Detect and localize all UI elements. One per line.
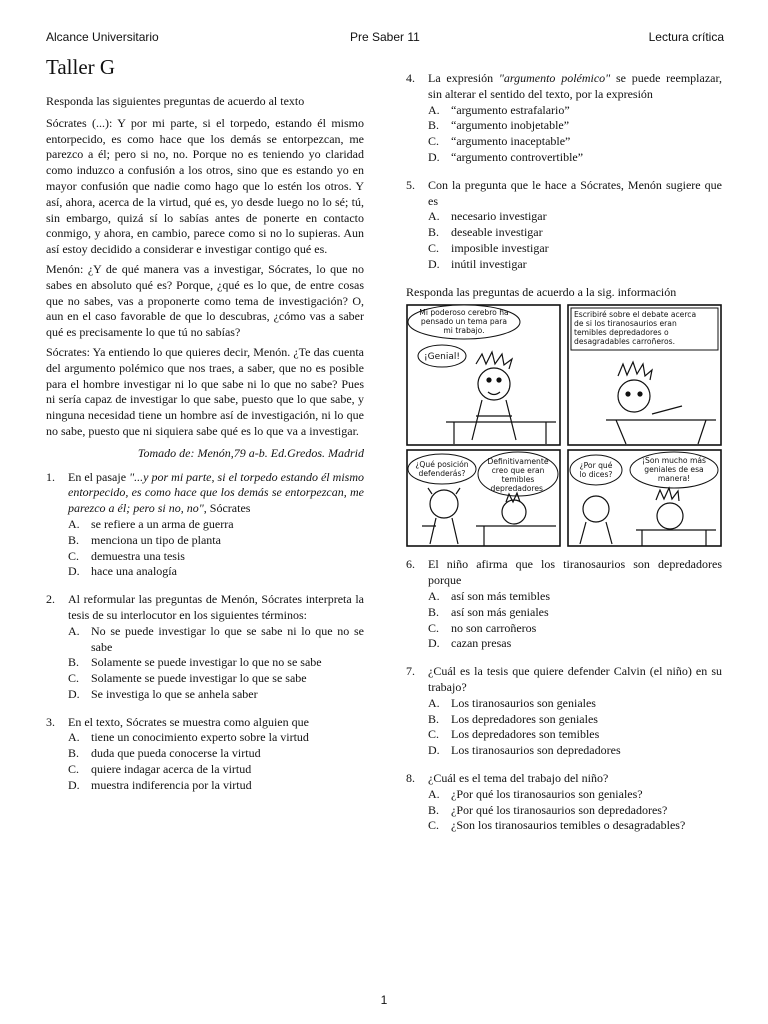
question-number: 6. xyxy=(406,557,415,572)
bubble-text: lo dices? xyxy=(579,470,613,480)
question-number: 8. xyxy=(406,770,415,785)
option-text: Los depredadores son temibles xyxy=(451,727,600,742)
option-list xyxy=(428,103,722,166)
answer-option[interactable] xyxy=(428,225,722,241)
page-header xyxy=(46,30,724,46)
option-letter: D. xyxy=(68,686,80,701)
option-letter: C. xyxy=(68,671,80,686)
bubble-text: creo que eran xyxy=(491,466,545,476)
option-list xyxy=(428,589,722,652)
answer-option[interactable] xyxy=(428,727,722,743)
option-text: demuestra una tesis xyxy=(91,548,185,563)
option-text: Solamente se puede investigar lo que no se sabe xyxy=(91,655,322,670)
answer-option[interactable] xyxy=(428,103,722,119)
option-letter: B. xyxy=(428,711,440,726)
option-text: Solamente se puede investigar lo que se sabe xyxy=(91,671,307,686)
question xyxy=(46,470,364,581)
option-letter: B. xyxy=(428,802,440,817)
option-text: así son más temibles xyxy=(451,588,550,603)
option-letter: B. xyxy=(428,118,440,133)
question-stem: Con la pregunta que le hace a Sócrates, Menón sugiere que es xyxy=(428,177,722,208)
answer-option[interactable] xyxy=(428,803,722,819)
bubble-text: manera! xyxy=(657,474,691,484)
question-stem: La expresión xyxy=(428,71,499,85)
option-letter: C. xyxy=(428,727,440,742)
answer-option[interactable] xyxy=(68,746,364,762)
question xyxy=(406,178,722,273)
answer-option[interactable] xyxy=(68,655,364,671)
option-text: No se puede investigar lo que se sabe ni lo que no se sabe xyxy=(91,623,364,654)
answer-option[interactable] xyxy=(428,712,722,728)
caption-text: de si los tiranosaurios eran xyxy=(574,319,677,329)
option-text: Los depredadores son geniales xyxy=(451,711,598,726)
answer-option[interactable] xyxy=(68,517,364,533)
option-text: tiene un conocimiento experto sobre la virtud xyxy=(91,730,309,745)
question-text xyxy=(68,715,364,731)
answer-option[interactable] xyxy=(428,636,722,652)
option-text: “argumento inobjetable” xyxy=(451,118,570,133)
question-list xyxy=(46,470,364,794)
option-text: Los tiranosaurios son depredadores xyxy=(451,743,621,758)
left-column xyxy=(46,55,364,806)
question-quote: "argumento polémico" xyxy=(498,71,611,85)
option-text: Los tiranosaurios son geniales xyxy=(451,695,596,710)
option-letter: D. xyxy=(428,636,440,651)
option-letter: A. xyxy=(428,695,440,710)
option-text: así son más geniales xyxy=(451,604,549,619)
option-text: ¿Por qué los tiranosaurios son depredadores? xyxy=(451,802,668,817)
question xyxy=(406,71,722,166)
option-text: “argumento estrafalario” xyxy=(451,102,570,117)
question-stem: En el texto, Sócrates se muestra como alguien que xyxy=(68,714,309,729)
bubble-text: ¡Son mucho más xyxy=(641,456,707,466)
bubble-text: pensado un tema para xyxy=(420,317,508,327)
question xyxy=(406,557,722,652)
option-letter: A. xyxy=(428,209,440,224)
header-left: Alcance Universitario xyxy=(46,30,159,44)
header-right: Lectura crítica xyxy=(648,30,724,44)
bubble-text: temibles xyxy=(501,475,535,485)
option-text: “argumento inaceptable” xyxy=(451,134,571,149)
option-text: hace una analogía xyxy=(91,564,177,579)
option-text: ¿Son los tiranosaurios temibles o desagradables? xyxy=(451,818,686,833)
answer-option[interactable] xyxy=(428,241,722,257)
option-text: deseable investigar xyxy=(451,225,543,240)
question-stem: El niño afirma que los tiranosaurios son depredadores porque xyxy=(428,557,722,588)
option-list xyxy=(428,696,722,759)
comic-instruction: Responda las preguntas de acuerdo a la sig. información xyxy=(406,284,677,299)
answer-option[interactable] xyxy=(428,150,722,166)
bubble-text: Mi poderoso cerebro ha xyxy=(419,308,509,318)
option-text: inútil investigar xyxy=(451,256,527,271)
option-letter: A. xyxy=(68,623,80,638)
option-letter: A. xyxy=(428,588,440,603)
caption-text: temibles depredadores o xyxy=(574,328,669,338)
bubble-text: defenderás? xyxy=(418,469,466,479)
option-list xyxy=(428,209,722,272)
answer-option[interactable] xyxy=(428,257,722,273)
question-quote: "...y por mi parte, si el torpedo estando él mismo entorpecido, es como hace que los demás se entorpezcan, me parezco a él; pero si no, no" xyxy=(68,469,364,516)
answer-option[interactable] xyxy=(68,687,364,703)
answer-option[interactable] xyxy=(68,624,364,656)
option-letter: B. xyxy=(68,655,80,670)
option-letter: C. xyxy=(428,620,440,635)
answer-option[interactable] xyxy=(428,743,722,759)
option-letter: A. xyxy=(68,516,80,531)
question-text xyxy=(428,664,722,696)
option-letter: B. xyxy=(68,532,80,547)
comic-strip xyxy=(406,304,722,547)
instruction: Responda las siguientes preguntas de acuerdo al texto xyxy=(46,94,305,108)
option-text: Se investiga lo que se anhela saber xyxy=(91,686,258,701)
question-text xyxy=(68,470,364,517)
bubble-text: ¡Genial! xyxy=(424,352,460,363)
passage-paragraph: Sócrates (...): Y por mi parte, si el torpedo, estando él mismo entorpecido, es como hace que los demás se entorpezcan, me parezco a él; pero si no, no. Porque no es teniendo yo claridad como induzco a confusión a los otros, sino que es estando yo en mayor confusión que nadie como hago que lo estén los otros. Y así, ahora, acerca de la virtud, qué es, yo desde luego no lo sé; tú, sin embargo, quizá sí lo sabías antes de ponerte en contacto conmigo, y ahora, en cambio, parece como si no lo supieras. Aun así estoy decidido a considerar e investigar contigo qué es. xyxy=(46,115,364,257)
option-text: necesario investigar xyxy=(451,209,547,224)
answer-option[interactable] xyxy=(68,549,364,565)
question xyxy=(46,715,364,794)
option-text: duda que pueda conocerse la virtud xyxy=(91,746,261,761)
page-title: Taller G xyxy=(46,55,116,79)
question-stem-end: , Sócrates xyxy=(203,501,251,516)
answer-option[interactable] xyxy=(428,621,722,637)
question-stem: Al reformular las preguntas de Menón, Sócrates interpreta la tesis de su interlocutor en los siguientes términos: xyxy=(68,592,364,622)
question-text xyxy=(428,557,722,589)
option-letter: D. xyxy=(428,743,440,758)
question-number: 2. xyxy=(46,592,55,607)
answer-option[interactable] xyxy=(68,730,364,746)
option-text: se refiere a un arma de guerra xyxy=(91,516,234,531)
answer-option[interactable] xyxy=(428,787,722,803)
question-stem-end: se puede reemplazar, sin alterar el sentido del texto, por la expresión xyxy=(428,71,722,101)
option-text: muestra indiferencia por la virtud xyxy=(91,777,252,792)
answer-option[interactable] xyxy=(68,533,364,549)
answer-option[interactable] xyxy=(428,818,722,834)
option-list xyxy=(68,730,364,793)
option-text: cazan presas xyxy=(451,636,512,651)
question-list xyxy=(406,557,722,834)
bubble-text: Definitivamente xyxy=(487,457,549,467)
right-column xyxy=(406,71,722,846)
answer-option[interactable] xyxy=(428,696,722,712)
question-text xyxy=(428,178,722,210)
option-letter: B. xyxy=(68,746,80,761)
question xyxy=(406,771,722,834)
question-number: 7. xyxy=(406,664,415,679)
question-stem: ¿Cuál es el tema del trabajo del niño? xyxy=(428,770,609,785)
question-text xyxy=(428,71,722,103)
question-number: 4. xyxy=(406,71,415,85)
option-letter: C. xyxy=(428,240,440,255)
bubble-text: geniales de esa xyxy=(644,465,704,475)
option-letter: C. xyxy=(428,818,440,833)
caption-text: Escribiré sobre el debate acerca xyxy=(574,310,697,320)
question xyxy=(406,664,722,759)
option-text: imposible investigar xyxy=(451,240,549,255)
option-letter: C. xyxy=(68,548,80,563)
answer-option[interactable] xyxy=(68,564,364,580)
answer-option[interactable] xyxy=(428,118,722,134)
page-number: 1 xyxy=(380,993,388,1007)
question-text xyxy=(428,771,722,787)
option-list xyxy=(68,624,364,703)
question-list xyxy=(406,71,722,273)
option-letter: C. xyxy=(428,134,440,149)
option-text: menciona un tipo de planta xyxy=(91,532,221,547)
answer-option[interactable] xyxy=(68,671,364,687)
option-text: no son carroñeros xyxy=(451,620,537,635)
option-letter: D. xyxy=(68,564,80,579)
passage-paragraph: Menón: ¿Y de qué manera vas a investigar, Sócrates, lo que no sabes en absoluto qué es? Porque, ¿qué es lo que, de entre cosas que no sabes, vas a proponerte como tema de investigación? O, aun en el caso favorable de que lo descubras, ¿cómo vas a saber qué es precisamente lo que tú no sabías? xyxy=(46,261,364,340)
option-letter: A. xyxy=(428,786,440,801)
question xyxy=(46,592,364,703)
bubble-text: ¿Qué posición xyxy=(415,460,469,470)
answer-option[interactable] xyxy=(68,778,364,794)
bubble-text: ¿Por qué xyxy=(579,461,613,471)
option-list xyxy=(428,787,722,834)
bubble-text: depredadores. xyxy=(490,484,546,494)
option-letter: D. xyxy=(428,149,440,164)
question-text xyxy=(68,592,364,624)
answer-option[interactable] xyxy=(428,209,722,225)
option-letter: B. xyxy=(428,604,440,619)
option-letter: B. xyxy=(428,225,440,240)
answer-option[interactable] xyxy=(68,762,364,778)
bubble-text: mi trabajo. xyxy=(443,326,485,336)
answer-option[interactable] xyxy=(428,134,722,150)
passage-paragraph: Sócrates: Ya entiendo lo que quieres decir, Menón. ¿Te das cuenta del argumento polémico que nos traes, a saber, que no es posible para el hombre investigar ni lo que sabe ni lo que no sabe? Pues ni sería capaz de investigar lo que sabe, puesto que lo que sabe, y ninguna necesidad tiene un hombre así de investigación, ni lo que no sabe, puesto que ni siquiera sabe qué es lo que va a investigar. xyxy=(46,344,364,438)
question-stem: ¿Cuál es la tesis que quiere defender Calvin (el niño) en su trabajo? xyxy=(428,664,722,694)
question-number: 1. xyxy=(46,469,55,484)
option-text: ¿Por qué los tiranosaurios son geniales? xyxy=(451,786,643,801)
question-number: 5. xyxy=(406,177,415,192)
option-text: quiere indagar acerca de la virtud xyxy=(91,762,252,777)
answer-option[interactable] xyxy=(428,589,722,605)
caption-text: desagradables carroñeros. xyxy=(574,337,676,347)
source-citation: Tomado de: Menón,79 a-b. Ed.Gredos. Madrid xyxy=(137,445,364,460)
option-letter: C. xyxy=(68,762,80,777)
option-letter: A. xyxy=(68,730,80,745)
question-number: 3. xyxy=(46,714,55,729)
header-center: Pre Saber 11 xyxy=(350,30,420,44)
option-list xyxy=(68,517,364,580)
option-letter: A. xyxy=(428,102,440,117)
option-letter: D. xyxy=(428,256,440,271)
option-text: “argumento controvertible” xyxy=(451,149,584,164)
question-stem: En el pasaje xyxy=(68,469,130,484)
answer-option[interactable] xyxy=(428,605,722,621)
option-letter: D. xyxy=(68,777,80,792)
